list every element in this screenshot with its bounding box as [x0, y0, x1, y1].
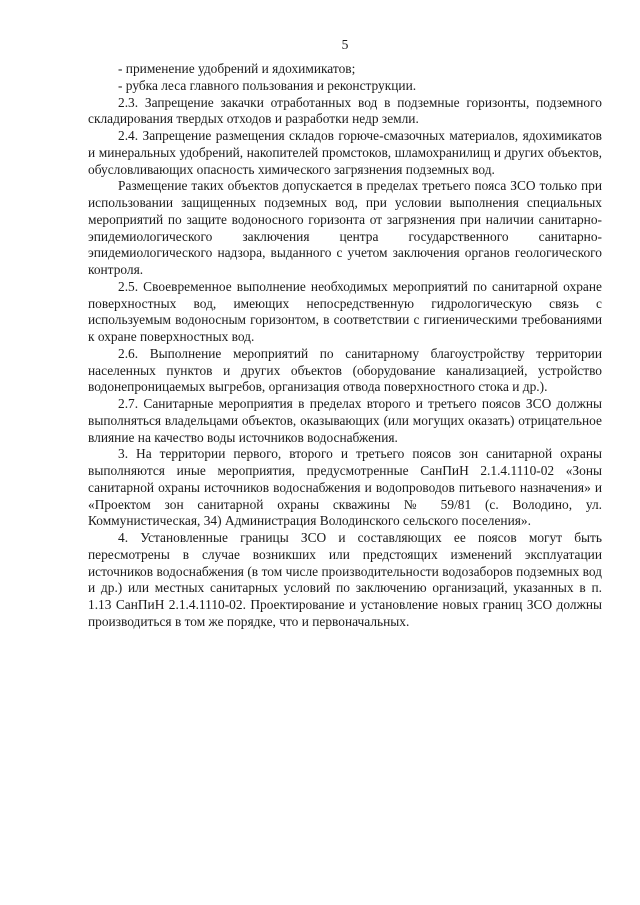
- paragraph-placement-conditions: Размещение таких объектов допускается в пределах третьего пояса ЗСО только при использовании защищенных подземных вод, при условии выполнения специальных мероприятий по защите водоносного горизонта от загрязнения при наличии санитарно-эпидемиологического заключения центра государственного санитарно-эпидемиологического надзора, выданного с учетом заключения органов геологического контроля.: [88, 178, 602, 277]
- document-page: [88, 0, 602, 905]
- list-item-fertilizers: - применение удобрений и ядохимикатов;: [118, 61, 356, 76]
- list-item-logging: - рубка леса главного пользования и реконструкции.: [118, 77, 417, 93]
- paragraph-2-4: 2.4. Запрещение размещения складов горюче-смазочных материалов, ядохимикатов и минеральных удобрений, накопителей промстоков, шламохранилищ и других объектов, обусловливающих опасность химического загрязнения подземных вод.: [88, 128, 602, 177]
- paragraph-3: 3. На территории первого, второго и третьего поясов зон санитарной охраны выполняются иные мероприятия, предусмотренные СанПиН 2.1.4.1110-02 «Зоны санитарной охраны источников водоснабжения и водопроводов питьевого назначения» и «Проектом зон санитарной охраны скважины № 59/81 (с. Володино, ул. Коммунистическая, 34) Администрация Володинского сельского поселения».: [88, 446, 602, 529]
- paragraph-2-7: 2.7. Санитарные мероприятия в пределах второго и третьего поясов ЗСО должны выполняться владельцами объектов, оказывающих (или могущих оказать) отрицательное влияние на качество воды источников водоснабжения.: [88, 396, 602, 445]
- document-body: [88, 61, 602, 631]
- paragraph-2-5: 2.5. Своевременное выполнение необходимых мероприятий по санитарной охране поверхностных вод, имеющих непосредственную гидрологическую связь с используемым водоносным горизонтом, в соответствии с гигиеническими требованиями к охране поверхностных вод.: [88, 278, 602, 344]
- paragraph-2-3: 2.3. Запрещение закачки отработанных вод в подземные горизонты, подземного складирования твердых отходов и разработки недр земли.: [88, 94, 602, 127]
- page-number: 5: [341, 37, 349, 52]
- paragraph-2-6: 2.6. Выполнение мероприятий по санитарному благоустройству территории населенных пунктов и других объектов (оборудование канализацией, устройство водонепроницаемых выгребов, организация отвода поверхностного стока и др.).: [88, 345, 602, 395]
- paragraph-4: 4. Установленные границы ЗСО и составляющих ее поясов могут быть пересмотрены в случае возникших или предстоящих изменений эксплуатации источников водоснабжения (в том числе производительности водозаборов подземных вод и др.) или местных санитарных условий по заключению организаций, указанных в п. 1.13 СанПиН 2.1.4.1110-02. Проектирование и установление новых границ ЗСО должны производиться в том же порядке, что и первоначальных.: [88, 530, 602, 629]
